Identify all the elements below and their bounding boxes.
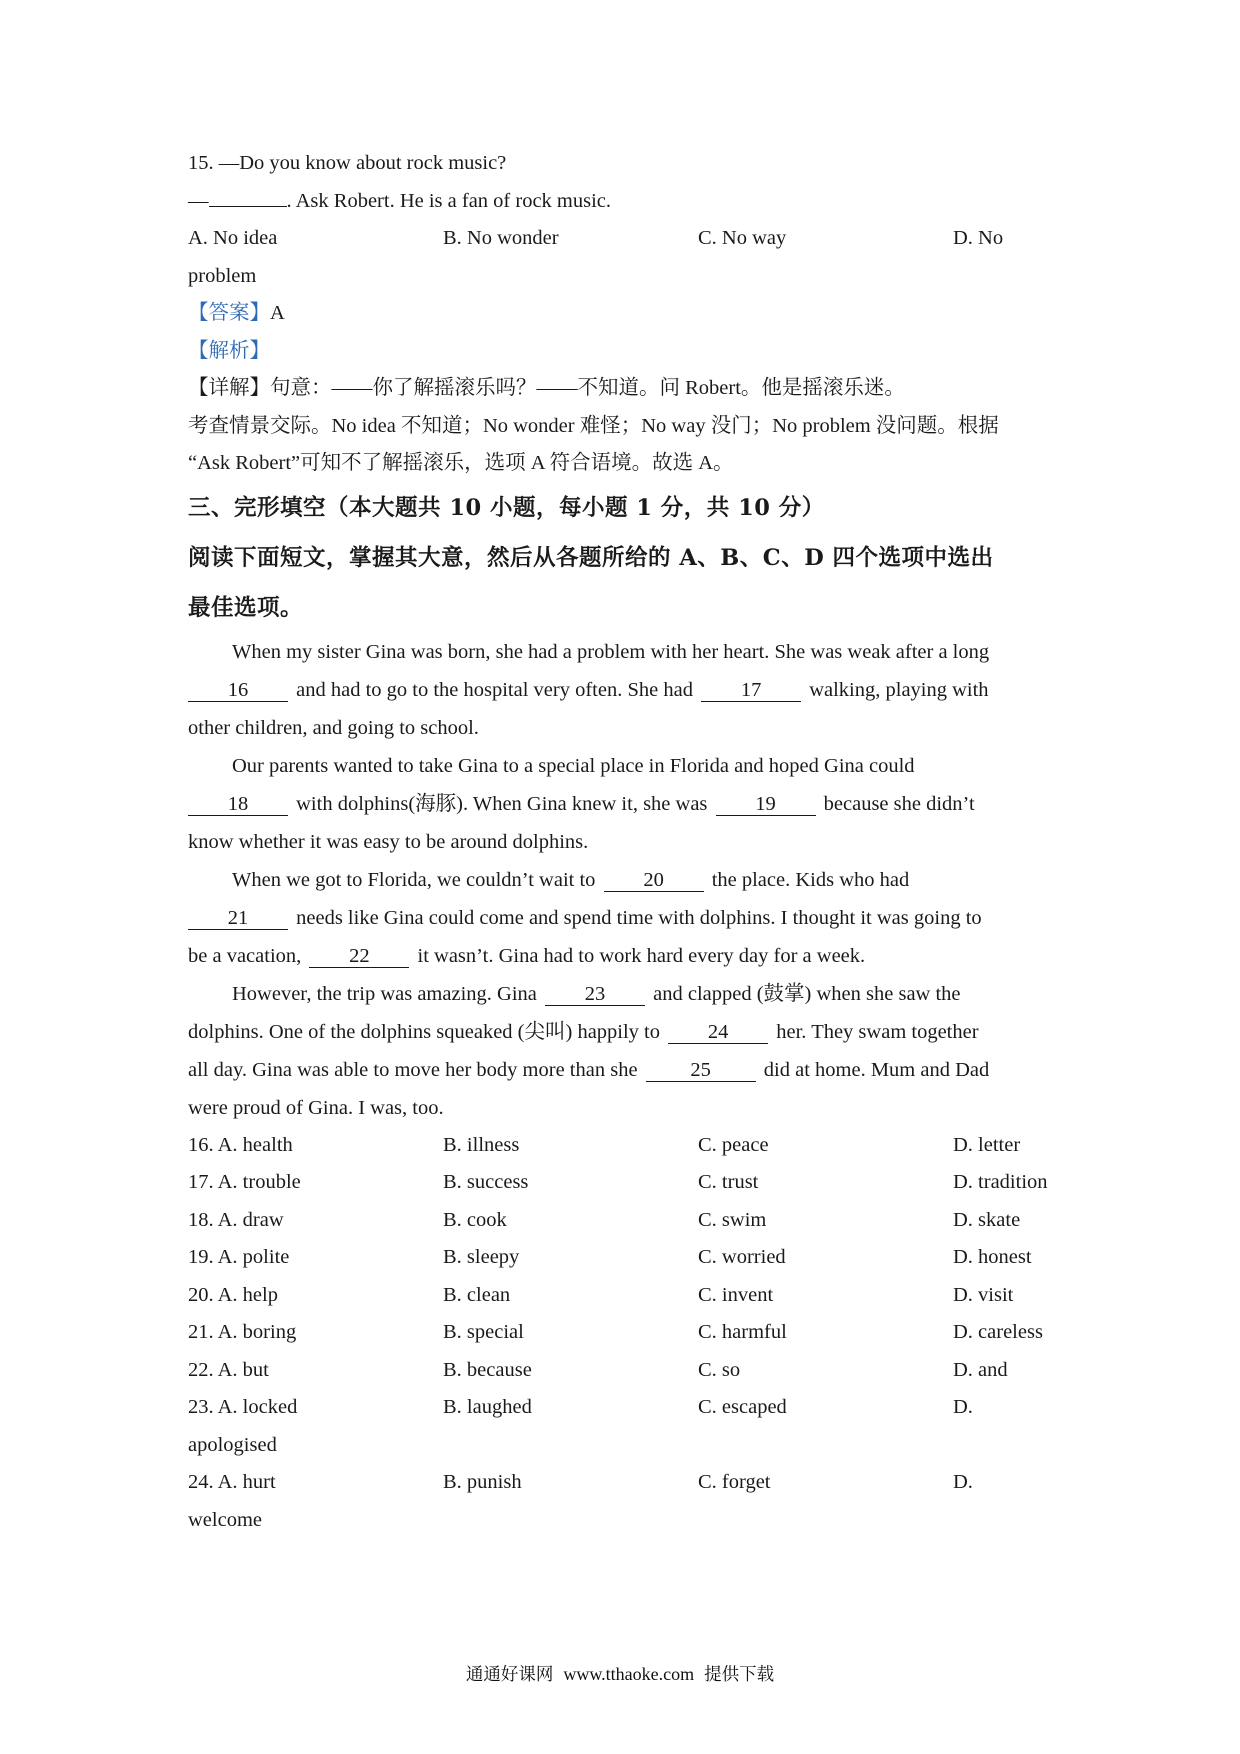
blank-24: 24 [668,1021,768,1044]
footer-url: www.tthaoke.com [563,1664,695,1684]
question-15: 15. —Do you know about rock music? [188,152,507,174]
section-instruction-1: 阅读下面短文，掌握其大意，然后从各题所给的 A、B、C、D 四个选项中选出 [188,544,994,571]
passage-line: know whether it was easy to be around dolphins. [188,830,589,853]
passage-line: However, the trip was amazing. Gina 23 and clapped (鼓掌) when she saw the [232,982,961,1005]
option-wrap-23: apologised [188,1433,277,1456]
option-a: A. No idea [188,227,278,249]
options-row-23: 23. A. locked B. laughed C. escaped D. [188,1396,973,1418]
answer-value: A [270,302,285,324]
analysis-label: 【解析】 [188,339,270,362]
blank-20: 20 [604,869,704,892]
footer-download: 提供下载 [704,1665,775,1685]
passage-line: When my sister Gina was born, she had a problem with her heart. She was weak after a long [232,640,990,663]
section-instruction-2: 最佳选项。 [188,594,304,621]
blank-25: 25 [646,1059,756,1082]
passage-line: 18 with dolphins(海豚). When Gina knew it, she was 19 because she didn’t [188,785,1060,823]
blank-16: 16 [188,679,288,702]
options-row-22: 22. A. but B. because C. so D. and [188,1358,1008,1381]
passage-line: other children, and going to school. [188,716,479,739]
question-15-options [188,220,1060,258]
passage-line: 21 needs like Gina could come and spend time with dolphins. I thought it was going to [188,899,1060,937]
answer-line [188,295,1060,333]
option-b: B. No wonder [443,227,559,249]
options-row-18: 18. A. draw B. cook C. swim D. skate [188,1208,1021,1231]
answer-blank [209,206,287,207]
blank-18: 18 [188,793,288,816]
question-15-reply: — . Ask Robert. He is a fan of rock music. [188,189,612,212]
blank-17: 17 [701,679,801,702]
page-footer [0,1661,1240,1686]
passage-line: Our parents wanted to take Gina to a special place in Florida and hoped Gina could [232,754,915,777]
detail-line-2: 考查情景交际。No idea 不知道；No wonder 难怪；No way 没门；No problem 没问题。根据 [188,414,999,437]
passage-line: be a vacation, 22 it wasn’t. Gina had to work hard every day for a week. [188,944,866,967]
section-title: 三、完形填空（本大题共 10 小题，每小题 1 分，共 10 分） [188,494,825,521]
passage-line: all day. Gina was able to move her body more than she 25 did at home. Mum and Dad [188,1058,990,1081]
passage-line: dolphins. One of the dolphins squeaked (尖叫) happily to 24 her. They swam together [188,1020,979,1043]
passage-line: When we got to Florida, we couldn’t wait to 20 the place. Kids who had [232,868,910,891]
page-content [188,145,1060,1539]
options-row-19: 19. A. polite B. sleepy C. worried D. honest [188,1246,1032,1268]
blank-21: 21 [188,907,288,930]
passage-line: 16 and had to go to the hospital very often. She had 17 walking, playing with [188,671,1060,709]
passage-line: were proud of Gina. I was, too. [188,1096,444,1119]
options-row-24: 24. A. hurt B. punish C. forget D. [188,1471,973,1493]
blank-22: 22 [309,945,409,968]
blank-23: 23 [545,983,645,1006]
option-d: D. No [953,227,1004,249]
options-row-17: 17. A. trouble B. success C. trust D. tradition [188,1171,1048,1193]
options-row-20: 20. A. help B. clean C. invent D. visit [188,1283,1014,1306]
footer-site-name: 通通好课网 [465,1665,554,1685]
detail-line-3: “Ask Robert”可知不了解摇滚乐，选项 A 符合语境。故选 A。 [188,452,734,474]
answer-label: 【答案】 [188,302,270,324]
option-d-wrap: problem [188,264,257,287]
blank-19: 19 [716,793,816,816]
options-row-21: 21. A. boring B. special C. harmful D. careless [188,1321,1043,1343]
option-wrap-24: welcome [188,1508,262,1531]
detail-line-1: 【详解】句意：——你了解摇滚乐吗？——不知道。问 Robert。他是摇滚乐迷。 [188,377,905,399]
option-c: C. No way [698,227,787,249]
options-row-16: 16. A. health B. illness C. peace D. letter [188,1133,1021,1156]
